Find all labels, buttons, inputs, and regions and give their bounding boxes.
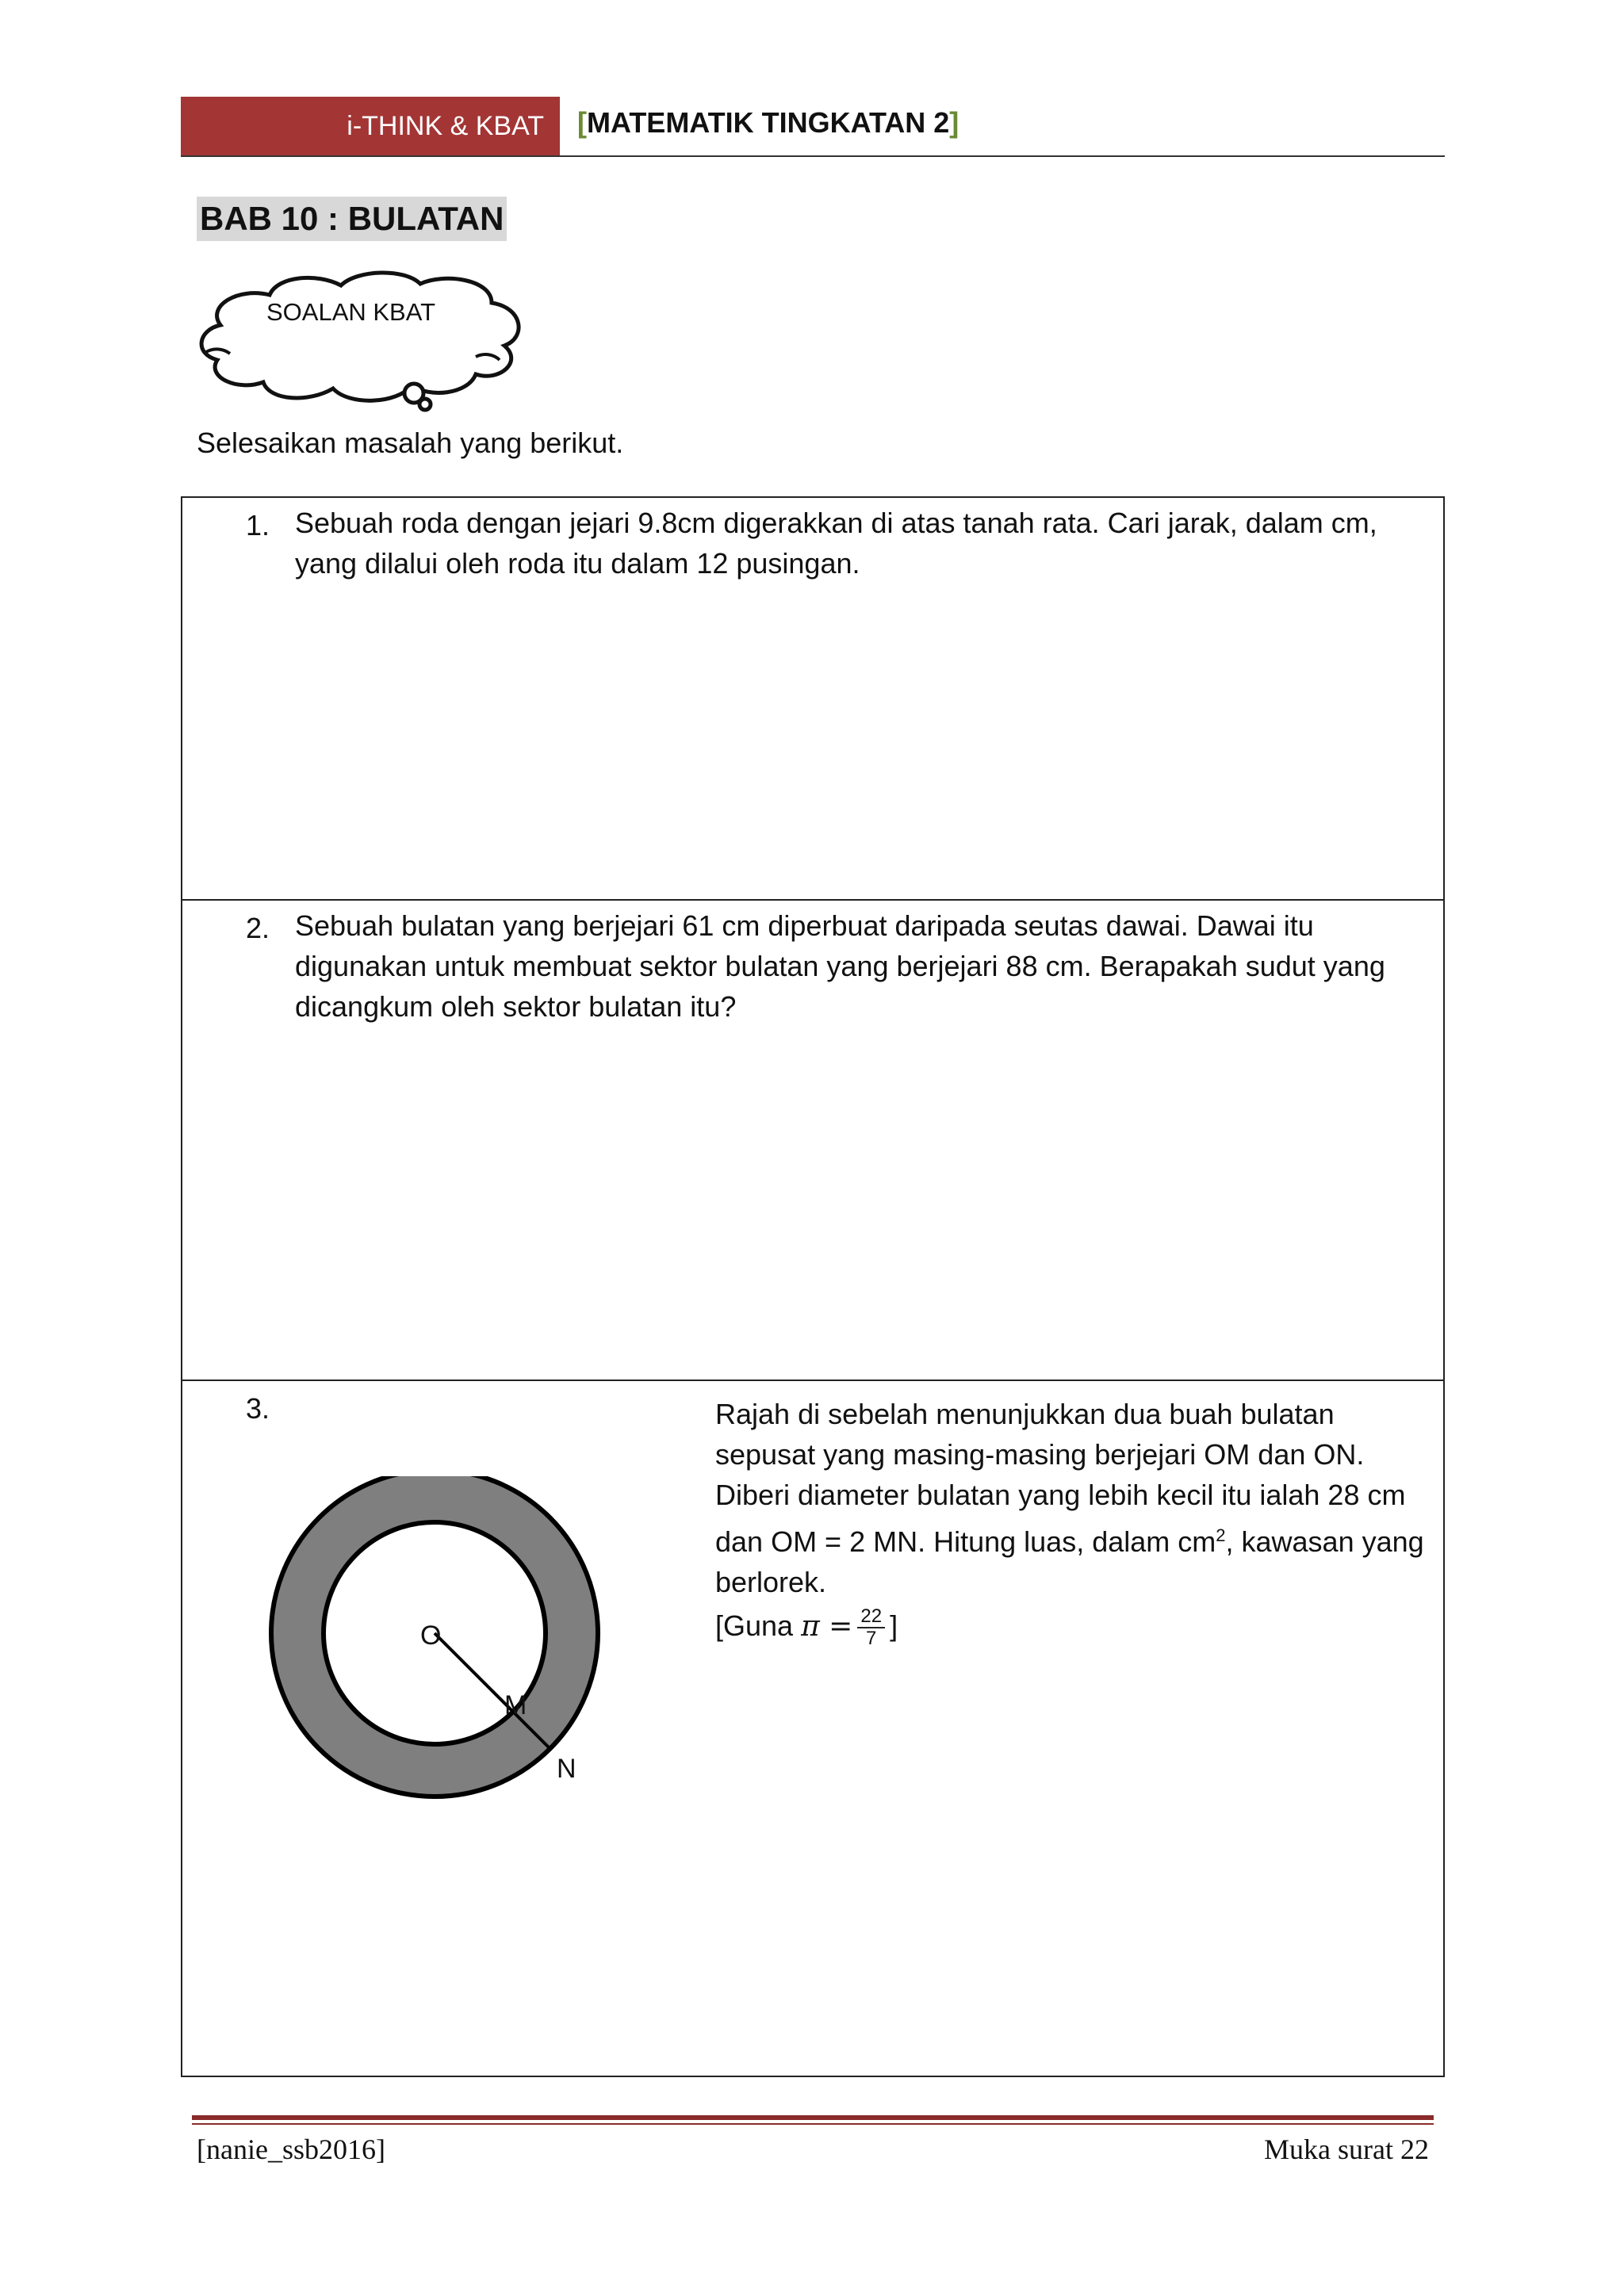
concentric-circles-diagram [262, 1476, 642, 1841]
hint-close: ] [890, 1609, 898, 1642]
footer-page-number: Muka surat 22 [1264, 2133, 1429, 2165]
fraction-denominator: 7 [866, 1628, 877, 1650]
question-row-1 [182, 498, 1443, 901]
footer-rule-thick [192, 2115, 1434, 2120]
question-number: 1. [246, 509, 270, 541]
label-m: M [504, 1690, 527, 1720]
question-text: Sebuah bulatan yang berjejari 61 cm diperbuat daripada seutas dawai. Dawai itu digunakan untuk membuat sektor bulatan yang berjejari 88 cm. Berapakah sudut yang dicangkum oleh sektor bulatan itu? [295, 909, 1385, 1023]
footer-rule-thin [192, 2123, 1434, 2125]
cloud-label: SOALAN KBAT [266, 298, 436, 326]
question-number: 2. [246, 912, 270, 944]
header-bracket-close: ] [949, 106, 959, 139]
instruction-text: Selesaikan masalah yang berikut. [197, 427, 624, 459]
q3-text-part2: , kawasan yang berlorek. [715, 1525, 1424, 1598]
label-o: O [420, 1621, 442, 1651]
header-bracket-open: [ [577, 106, 587, 139]
question-table [181, 496, 1445, 2077]
label-n: N [557, 1754, 576, 1784]
footer-author: [nanie_ssb2016] [197, 2133, 385, 2165]
header-title-text: MATEMATIK TINGKATAN 2 [587, 106, 950, 139]
header-title [577, 106, 959, 140]
question-text: Sebuah roda dengan jejari 9.8cm digerakkan di atas tanah rata. Cari jarak, dalam cm, yang dilalui oleh roda itu dalam 12 pusingan. [295, 507, 1377, 580]
header-label-box [181, 97, 560, 155]
question-3-text [715, 1394, 1429, 1649]
header-divider [181, 155, 1445, 157]
question-row-2 [182, 901, 1443, 1381]
pi-hint [715, 1605, 1429, 1649]
q3-superscript: 2 [1216, 1525, 1226, 1545]
question-number: 3. [246, 1392, 270, 1425]
pi-fraction [857, 1606, 885, 1649]
header-left-label: i-THINK & KBAT [347, 110, 544, 141]
thought-cloud-icon [190, 258, 539, 417]
pi-symbol: π = [801, 1610, 853, 1643]
hint-open: [Guna [715, 1609, 802, 1642]
fraction-numerator: 22 [857, 1606, 885, 1628]
question-row-3 [182, 1381, 1443, 2076]
q3-text-part1: Rajah di sebelah menunjukkan dua buah bulatan sepusat yang masing-masing berjejari OM dan ON. Diberi diameter bulatan yang lebih kecil itu ialah 28 cm dan OM = 2 MN. Hitung luas, dalam cm [715, 1398, 1406, 1558]
chapter-title: BAB 10 : BULATAN [197, 197, 507, 241]
